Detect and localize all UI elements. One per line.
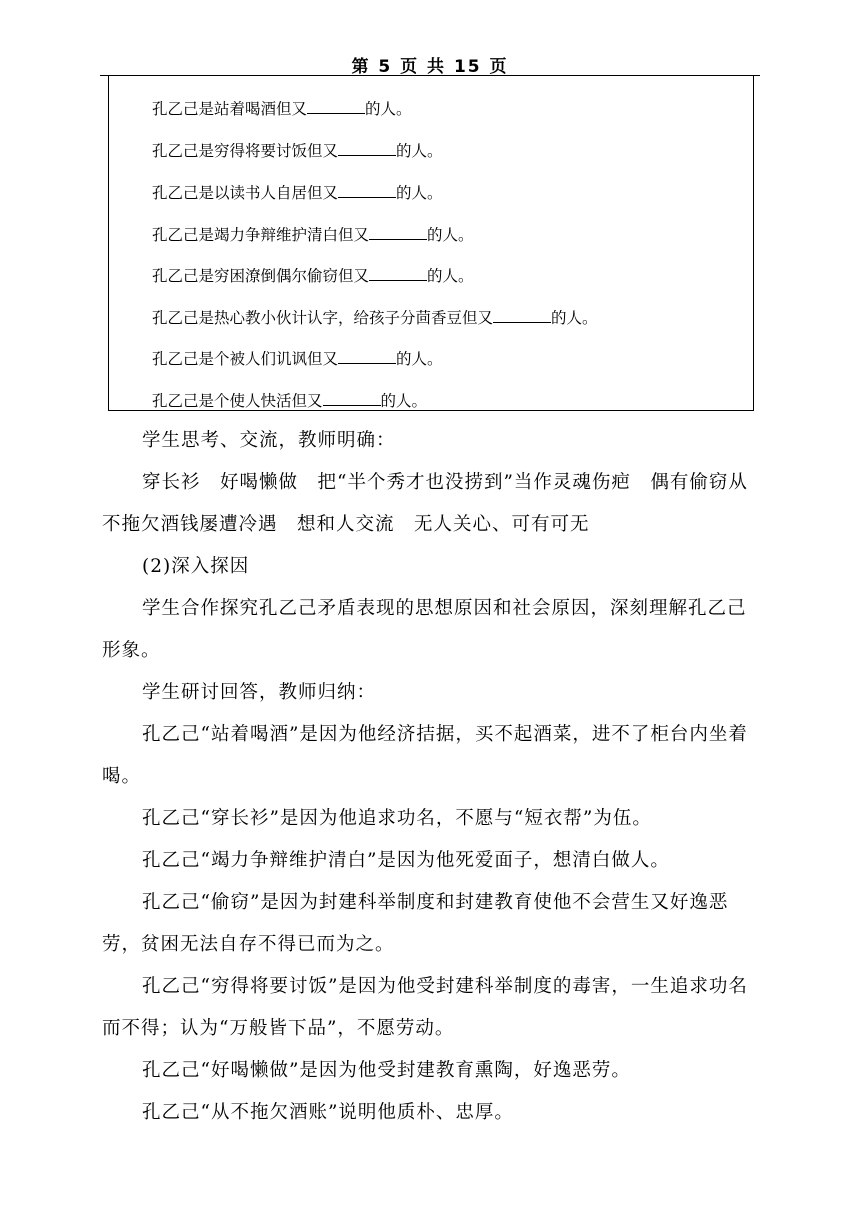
- paragraph-standing-drink: 孔乙己“站着喝酒”是因为他经济拮据，买不起酒菜，进不了柜台内坐着喝。: [102, 724, 748, 787]
- table-prompt-2: 孔乙己是穷得将要讨饭但又 的人。: [152, 142, 443, 160]
- paragraph-stealing: 孔乙己“偷窃”是因为封建科举制度和封建教育使他不会营生又好逸恶劳，贫困无法自存不得已而为之。: [102, 892, 729, 955]
- answer-blank[interactable]: [338, 183, 396, 198]
- table-prompt-5: 孔乙己是穷困潦倒偶尔偷窃但又 的人。: [152, 267, 474, 285]
- table-prompt-6: 孔乙己是热心教小伙计认字，给孩子分茴香豆但又 的人。: [152, 309, 598, 327]
- paragraph-long-gown: 孔乙己“穿长衫”是因为他追求功名，不愿与“短衣帮”为伍。: [142, 808, 652, 829]
- paragraph-teacher-clarifies: 学生思考、交流，教师明确：: [142, 430, 396, 451]
- paragraph-lazy: 孔乙己“好喝懒做”是因为他受封建教育熏陶，好逸恶劳。: [142, 1060, 631, 1081]
- answer-blank[interactable]: [369, 225, 427, 240]
- answer-blank[interactable]: [323, 391, 381, 406]
- paragraph-traits-list: 穿长衫 好喝懒做 把“半个秀才也没捞到”当作灵魂伤疤 偶有偷窃从不拖欠酒钱屡遭冷遇 想和人交流 无人关心、可有可无: [102, 472, 748, 535]
- table-prompt-7: 孔乙己是个被人们讥讽但又 的人。: [152, 350, 443, 368]
- paragraph-defend-innocence: 孔乙己“竭力争辩维护清白”是因为他死爱面子，想清白做人。: [142, 850, 670, 871]
- table-prompt-1: 孔乙己是站着喝酒但又 的人。: [152, 100, 412, 118]
- answer-blank[interactable]: [369, 266, 427, 281]
- table-prompt-3: 孔乙己是以读书人自居但又 的人。: [152, 184, 443, 202]
- paragraph-group-inquiry: 学生合作探究孔乙己矛盾表现的思想原因和社会原因，深刻理解孔乙己形象。: [102, 598, 747, 661]
- paragraph-teacher-summary: 学生研讨回答，教师归纳：: [142, 682, 377, 703]
- paragraph-pays-debts: 孔乙己“从不拖欠酒账”说明他质朴、忠厚。: [142, 1102, 514, 1123]
- table-prompt-8: 孔乙己是个使人快活但又 的人。: [152, 392, 428, 410]
- paragraph-poverty: 孔乙己“穷得将要讨饭”是因为他受封建科举制度的毒害，一生追求功名而不得；认为“万般皆下品”，不愿劳动。: [102, 976, 748, 1039]
- page-number-header: 第 5 页 共 15 页: [351, 57, 509, 77]
- answer-blank[interactable]: [493, 308, 551, 323]
- answer-blank[interactable]: [338, 349, 396, 364]
- answer-blank[interactable]: [307, 99, 365, 114]
- section-heading-deep-dive: (2)深入探因: [142, 556, 250, 577]
- table-prompt-4: 孔乙己是竭力争辩维护清白但又 的人。: [152, 226, 474, 244]
- answer-blank[interactable]: [338, 141, 396, 156]
